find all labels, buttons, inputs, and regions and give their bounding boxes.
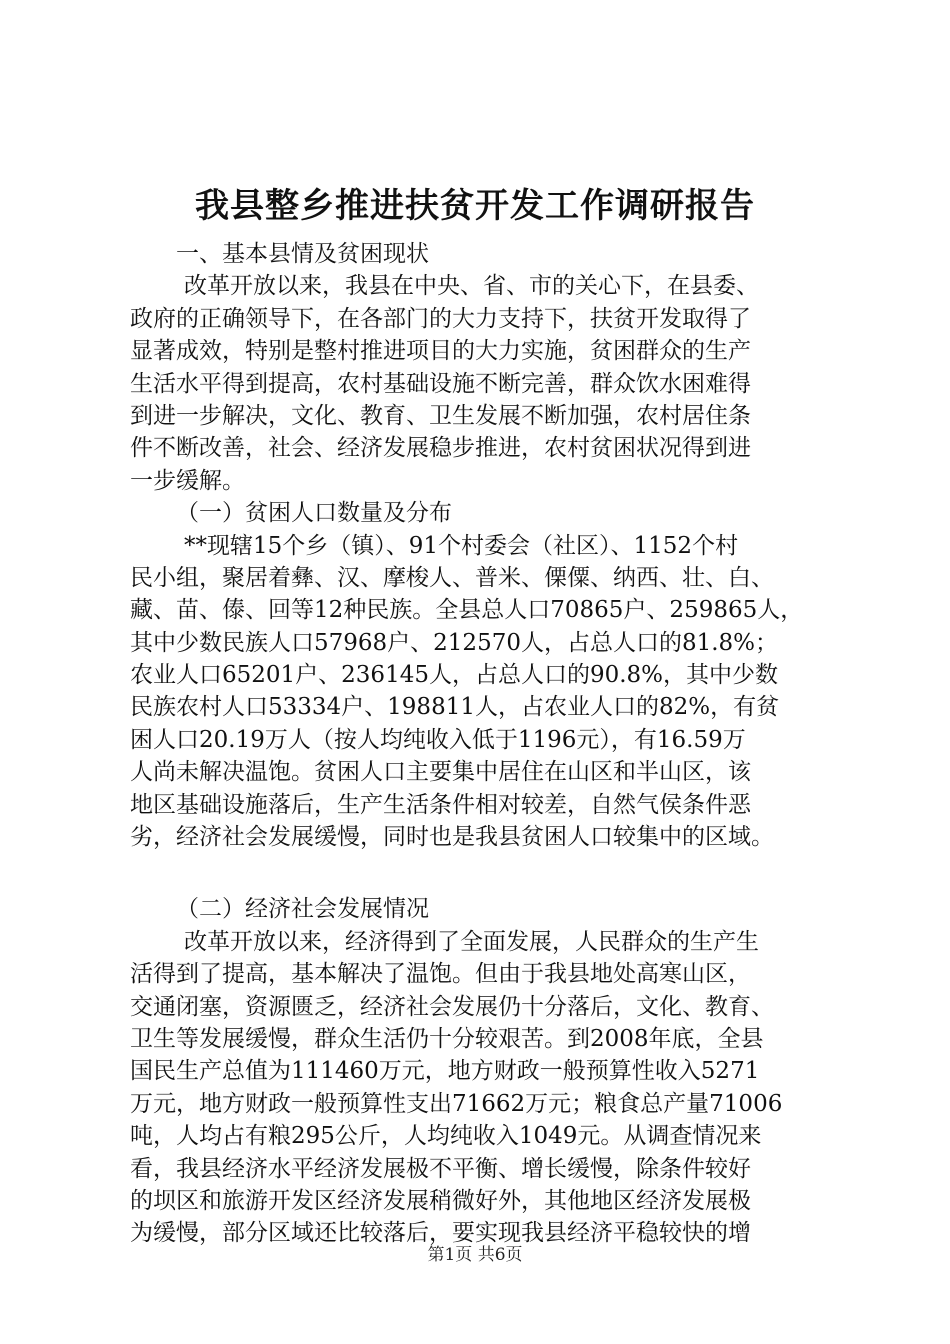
paragraph-line: 显著成效，特别是整村推进项目的大力实施，贫困群众的生产 [130,338,751,365]
paragraph-line: 到进一步解决，文化、教育、卫生发展不断加强，农村居住条 [130,402,751,429]
paragraph-line: 农业人口65201户、236145人，占总人口的90.8%，其中少数 [130,662,779,689]
paragraph-line: 吨，人均占有粮295公斤，人均纯收入1049元。从调查情况来 [130,1123,762,1150]
section-heading-line: （二）经济社会发展情况 [176,896,429,923]
paragraph-line: 政府的正确领导下，在各部门的大力支持下，扶贫开发取得了 [130,305,751,332]
paragraph-line: 一步缓解。 [130,467,245,494]
paragraph-line: 件不断改善，社会、经济发展稳步推进，农村贫困状况得到进 [130,435,751,462]
paragraph-line: 看，我县经济水平经济发展极不平衡、增长缓慢，除条件较好 [130,1155,751,1182]
paragraph-line: 交通闭塞，资源匮乏，经济社会发展仍十分落后，文化、教育、 [130,993,774,1020]
paragraph-spacer [130,853,850,893]
paragraph-line: 人尚未解决温饱。贫困人口主要集中居住在山区和半山区，该 [130,759,751,786]
page-number-footer: 第1页 共6页 [427,1245,523,1265]
paragraph-line: 地区基础设施落后，生产生活条件相对较差，自然气侯条件恶 [130,791,751,818]
paragraph-line: 改革开放以来，经济得到了全面发展，人民群众的生产生 [184,928,759,955]
paragraph-line: 藏、苗、傣、回等12种民族。全县总人口70865户、259865人， [130,597,804,624]
paragraph-line: 为缓慢，部分区域还比较落后，要实现我县经济平稳较快的增 [130,1220,751,1247]
paragraph-line: 改革开放以来，我县在中央、省、市的关心下，在县委、 [184,273,759,300]
paragraph-line: 卫生等发展缓慢，群众生活仍十分较艰苦。到2008年底，全县 [130,1025,764,1052]
paragraph-line: 其中少数民族人口57968户、212570人，占总人口的81.8%； [130,629,779,656]
paragraph-line: 国民生产总值为111460万元，地方财政一般预算性收入5271 [130,1058,760,1085]
paragraph-line: 万元，地方财政一般预算性支出71662万元；粮食总产量71006 [130,1090,783,1117]
paragraph-line: 困人口20.19万人（按人均纯收入低于1196元），有16.59万 [130,726,746,753]
paragraph-line: **现辖15个乡（镇）、91个村委会（社区）、1152个村 [184,532,739,559]
paragraph-line: 民族农村人口53334户、198811人，占农业人口的82%，有贫 [130,694,780,721]
section-heading-line: （一）贫困人口数量及分布 [176,500,452,527]
paragraph-line: 活得到了提高，基本解决了温饱。但由于我县地处高寒山区， [130,961,751,988]
document-title: 我县整乡推进扶贫开发工作调研报告 [195,186,755,226]
paragraph-line: 劣，经济社会发展缓慢，同时也是我县贫困人口较集中的区域。 [130,824,774,851]
paragraph-line: 生活水平得到提高，农村基础设施不断完善，群众饮水困难得 [130,370,751,397]
paragraph-line: 民小组，聚居着彝、汉、摩梭人、普米、傈僳、纳西、壮、白、 [130,564,774,591]
paragraph-line: 的坝区和旅游开发区经济发展稍微好外，其他地区经济发展极 [130,1187,751,1214]
document-body [130,238,850,1250]
section-heading-line: 一、基本县情及贫困现状 [176,241,429,267]
